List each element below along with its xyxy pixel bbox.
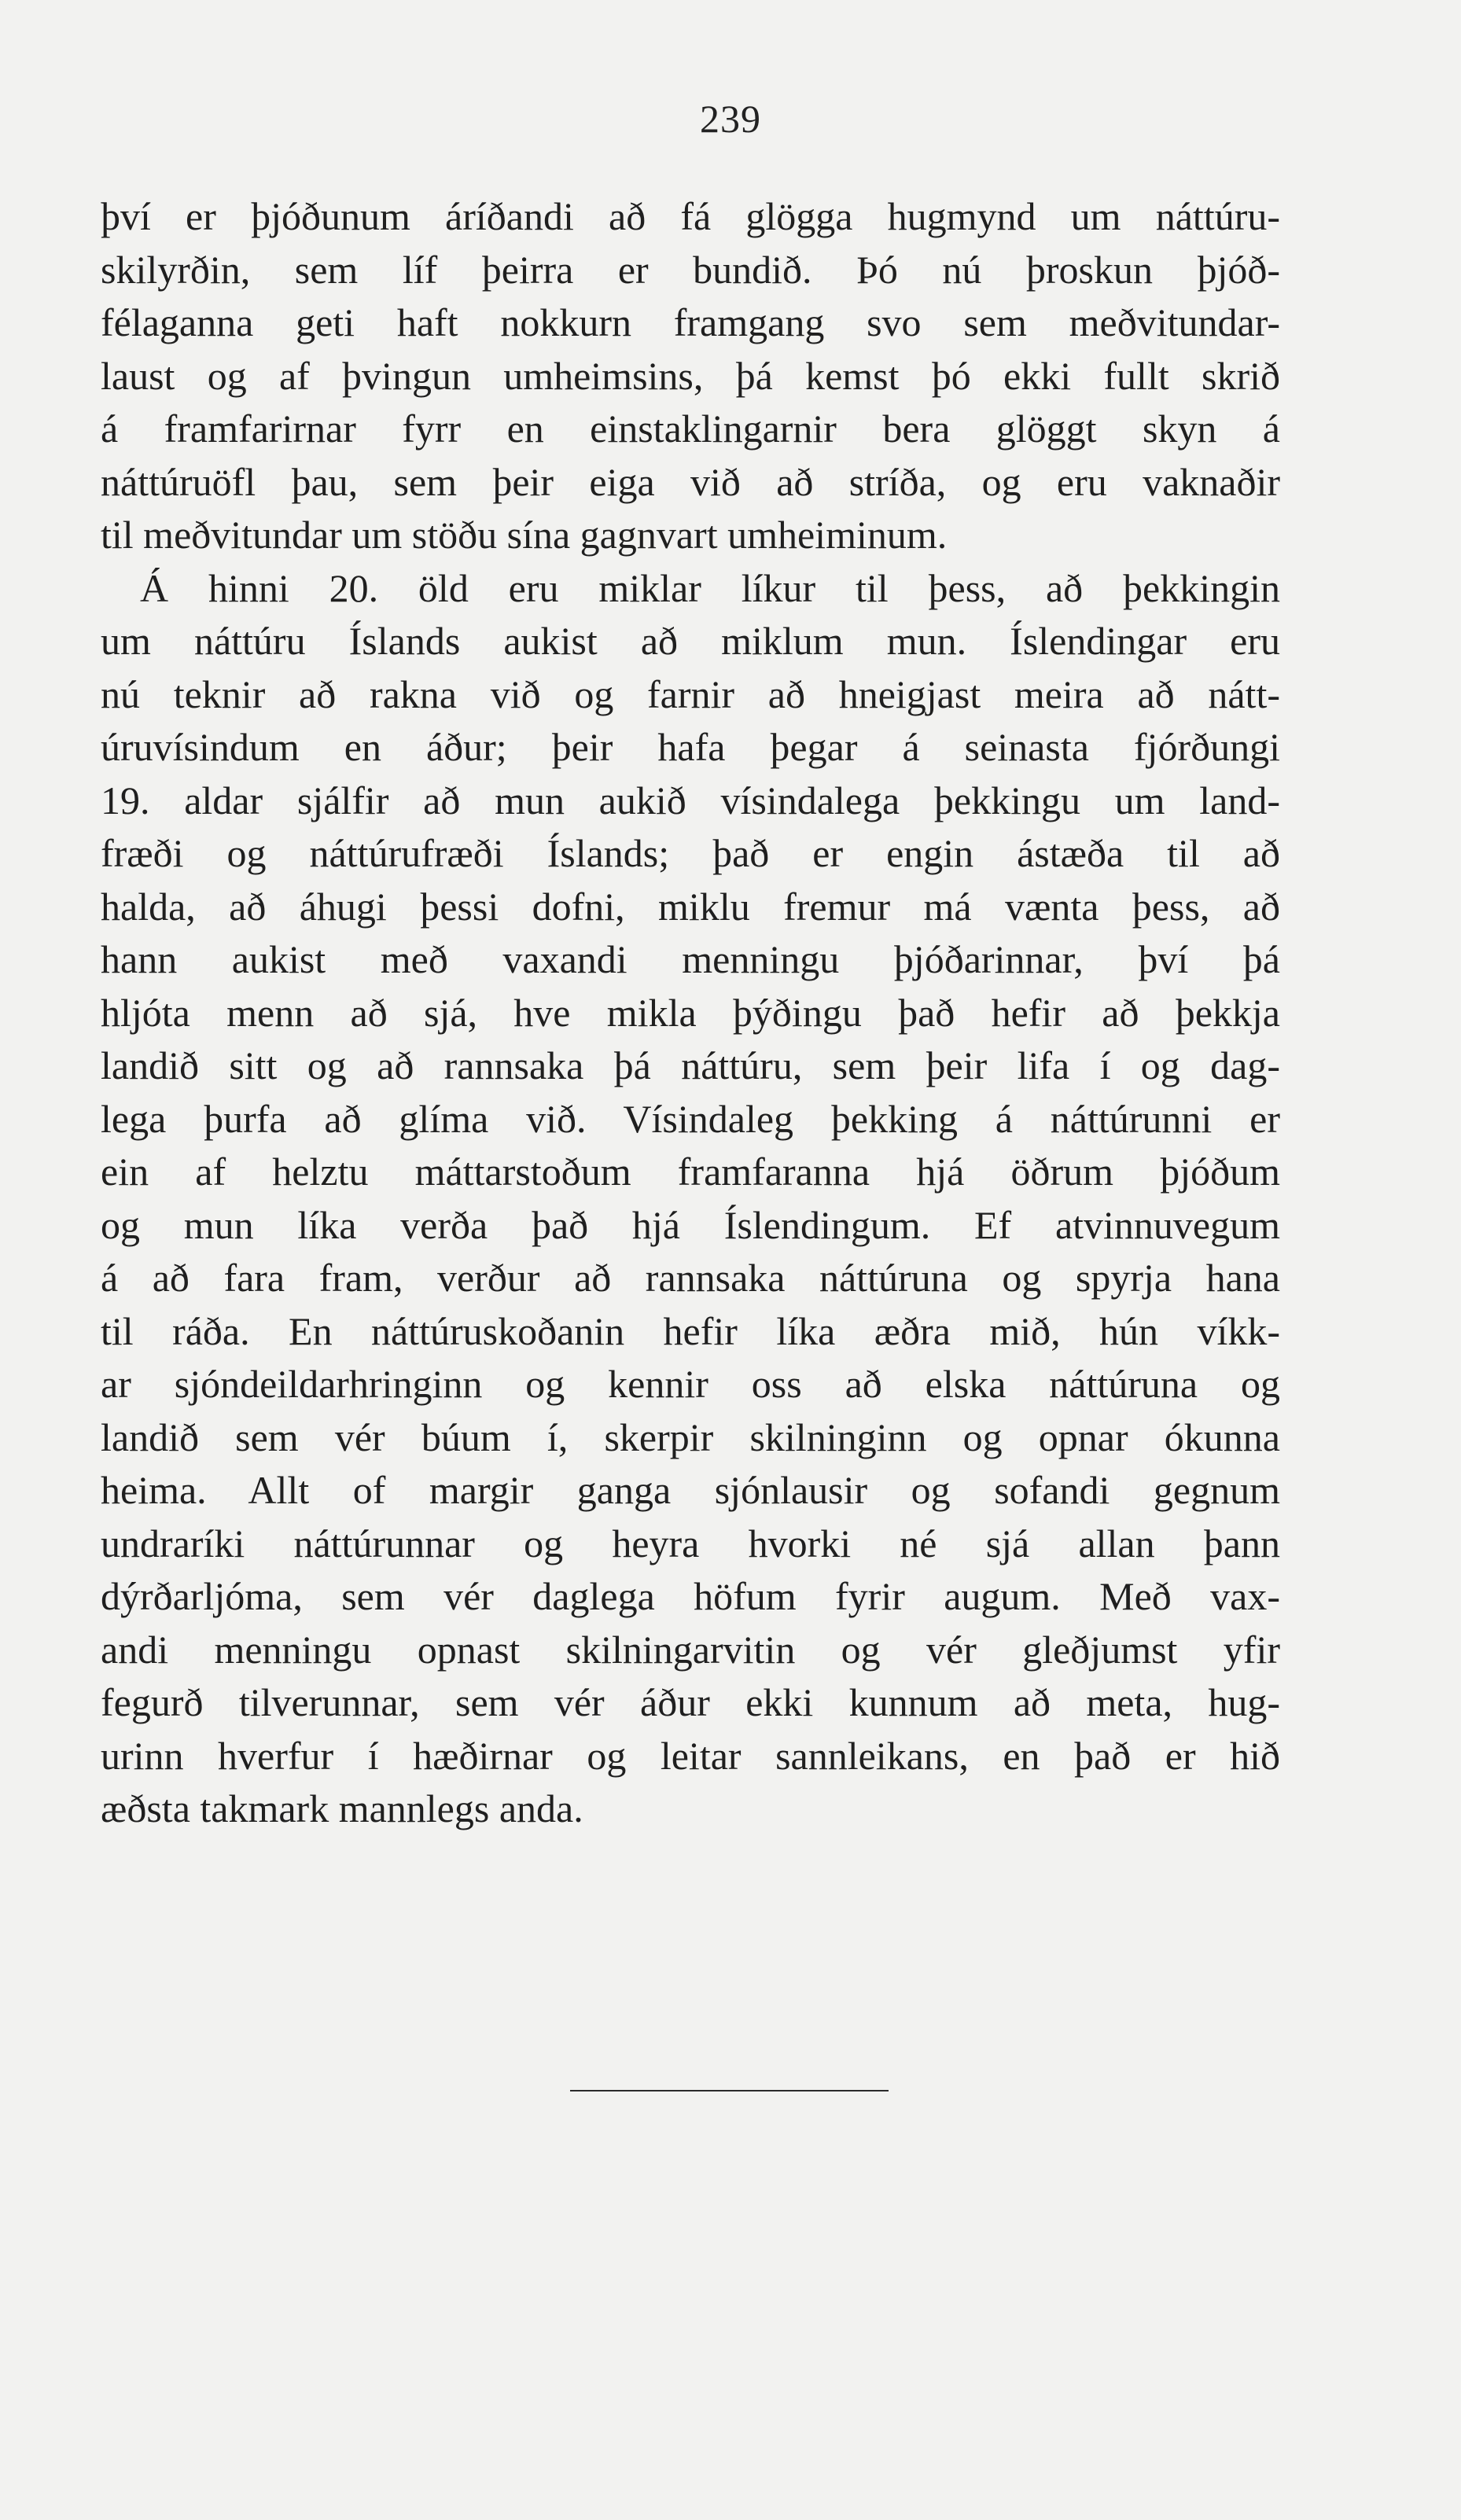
text-line: heima. Allt of margir ganga sjónlausir og sofandi gegnum (101, 1468, 1280, 1512)
text-line: urinn hverfur í hæðirnar og leitar sannleikans, en það er hið (101, 1733, 1280, 1778)
text-line: fegurð tilverunnar, sem vér áður ekki kunnum að meta, hug- (101, 1680, 1280, 1724)
text-line: ein af helztu máttarstoðum framfaranna hjá öðrum þjóðum (101, 1150, 1280, 1194)
page-number: 239 (700, 97, 761, 141)
text-line: andi menningu opnast skilningarvitin og vér gleðjumst yfir (101, 1627, 1280, 1672)
text-line: 19. aldar sjálfir að mun aukið vísindalega þekkingu um land- (101, 778, 1280, 822)
text-line: á framfarirnar fyrr en einstaklingarnir bera glöggt skyn á (101, 407, 1280, 451)
text-line: á að fara fram, verður að rannsaka náttúruna og spyrja hana (101, 1256, 1280, 1300)
text-line: landið sem vér búum í, skerpir skilninginn og opnar ókunna (101, 1415, 1280, 1459)
text-line: og mun líka verða það hjá Íslendingum. Ef atvinnuvegum (101, 1202, 1280, 1247)
text-line: félaganna geti haft nokkurn framgang svo sem meðvitundar- (101, 300, 1280, 344)
text-line: úruvísindum en áður; þeir hafa þegar á seinasta fjórðungi (101, 725, 1280, 769)
text-line: æðsta takmark mannlegs anda. (101, 1786, 583, 1830)
text-line: til ráða. En náttúruskoðanin hefir líka æðra mið, hún víkk- (101, 1308, 1280, 1353)
text-line: náttúruöfl þau, sem þeir eiga við að stríða, og eru vaknaðir (101, 459, 1280, 504)
text-line: lega þurfa að glíma við. Vísindaleg þekking á náttúrunni er (101, 1096, 1280, 1141)
text-line: til meðvitundar um stöðu sína gagnvart umheiminum. (101, 513, 948, 557)
text-line: Á hinni 20. öld eru miklar líkur til þess, að þekkingin (140, 565, 1280, 610)
end-rule-divider (570, 2090, 889, 2091)
text-line: nú teknir að rakna við og farnir að hneigjast meira að nátt- (101, 671, 1280, 716)
text-line: halda, að áhugi þessi dofni, miklu fremur má vænta þess, að (101, 884, 1280, 929)
text-line: hann aukist með vaxandi menningu þjóðarinnar, því þá (101, 937, 1280, 981)
text-line: hljóta menn að sjá, hve mikla þýðingu það hefir að þekkja (101, 990, 1280, 1035)
text-line: ar sjóndeildarhringinn og kennir oss að elska náttúruna og (101, 1362, 1280, 1406)
text-line: laust og af þvingun umheimsins, þá kemst þó ekki fullt skrið (101, 353, 1280, 398)
text-line: skilyrðin, sem líf þeirra er bundið. Þó nú þroskun þjóð- (101, 247, 1280, 292)
text-line: dýrðarljóma, sem vér daglega höfum fyrir augum. Með vax- (101, 1574, 1280, 1618)
text-line: landið sitt og að rannsaka þá náttúru, sem þeir lifa í og dag- (101, 1043, 1280, 1087)
text-line: því er þjóðunum áríðandi að fá glögga hugmynd um náttúru- (101, 194, 1280, 238)
text-line: um náttúru Íslands aukist að miklum mun. Íslendingar eru (101, 619, 1280, 663)
text-line: fræði og náttúrufræði Íslands; það er engin ástæða til að (101, 831, 1280, 875)
body-text (101, 190, 1280, 1836)
text-line: undraríki náttúrunnar og heyra hvorki né sjá allan þann (101, 1521, 1280, 1565)
